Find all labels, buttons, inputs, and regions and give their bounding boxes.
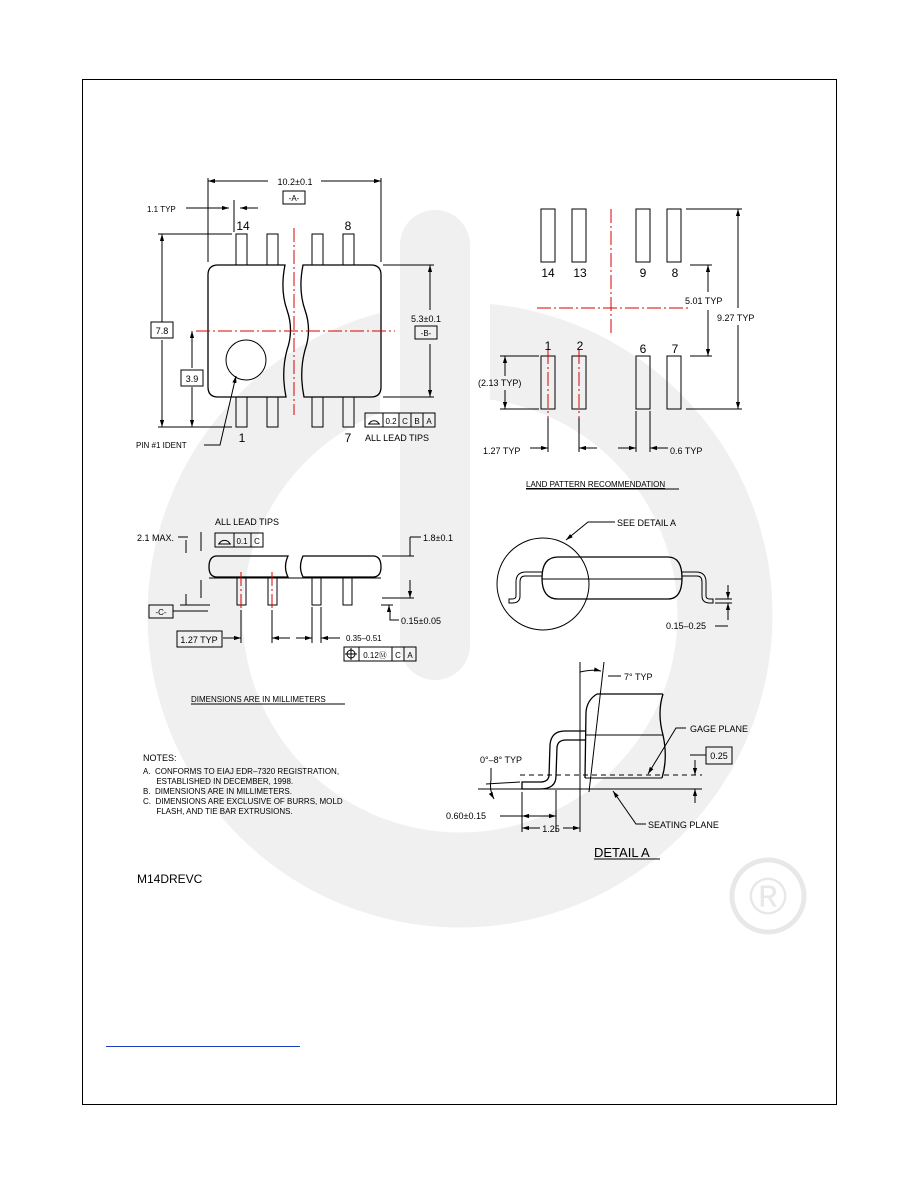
svg-text:0.35–0.51: 0.35–0.51 [346, 634, 382, 643]
svg-text:8: 8 [671, 266, 679, 280]
svg-text:0.60±0.15: 0.60±0.15 [446, 811, 486, 821]
svg-text:0.15±0.05: 0.15±0.05 [401, 616, 441, 626]
svg-text:PIN #1 IDENT: PIN #1 IDENT [136, 441, 187, 450]
svg-text:14: 14 [541, 266, 555, 280]
svg-text:14: 14 [236, 219, 250, 233]
svg-text:0.12Ⓜ: 0.12Ⓜ [363, 651, 387, 660]
svg-text:2: 2 [576, 339, 584, 353]
svg-text:ALL LEAD TIPS: ALL LEAD TIPS [215, 517, 280, 527]
svg-text:C. DIMENSIONS ARE EXCLUSIVE O: C. DIMENSIONS ARE EXCLUSIVE OF BURRS, MOLD [143, 797, 343, 806]
svg-text:0.25: 0.25 [710, 751, 728, 761]
svg-text:-A-: -A- [288, 194, 300, 203]
svg-text:0.1: 0.1 [236, 537, 248, 546]
svg-text:(2.13 TYP): (2.13 TYP) [478, 378, 522, 388]
registered-mark: ® [748, 868, 788, 926]
svg-text:DETAIL A: DETAIL A [594, 845, 650, 860]
svg-text:0.15–0.25: 0.15–0.25 [666, 621, 707, 631]
svg-text:7° TYP: 7° TYP [624, 672, 653, 682]
svg-text:0.6 TYP: 0.6 TYP [670, 446, 703, 456]
svg-text:NOTES:: NOTES: [143, 753, 177, 763]
svg-text:-C-: -C- [155, 608, 167, 617]
pin1-dot [226, 340, 266, 380]
svg-text:7: 7 [671, 342, 679, 356]
svg-text:7: 7 [344, 431, 352, 445]
svg-text:SEE DETAIL A: SEE DETAIL A [617, 518, 677, 528]
units-note: DIMENSIONS ARE IN MILLIMETERS [191, 695, 326, 704]
svg-text:A: A [407, 651, 413, 660]
svg-text:1.27 TYP: 1.27 TYP [483, 446, 521, 456]
svg-text:B: B [414, 417, 420, 426]
svg-text:1.1 TYP: 1.1 TYP [147, 205, 176, 214]
svg-text:8: 8 [344, 219, 352, 233]
svg-text:LAND PATTERN RECOMMENDATION: LAND PATTERN RECOMMENDATION [526, 480, 666, 489]
svg-text:B. DIMENSIONS ARE IN MILLIMET: B. DIMENSIONS ARE IN MILLIMETERS. [143, 787, 292, 796]
svg-text:13: 13 [573, 266, 587, 280]
svg-text:1: 1 [544, 339, 552, 353]
svg-text:3.9: 3.9 [185, 374, 199, 384]
svg-text:C: C [395, 651, 401, 660]
svg-text:ESTABLISHED IN DECEMBER, 1998.: ESTABLISHED IN DECEMBER, 1998. [143, 777, 294, 786]
svg-text:0°–8° TYP: 0°–8° TYP [480, 755, 523, 765]
svg-text:6: 6 [639, 342, 647, 356]
svg-text:9: 9 [639, 266, 647, 280]
svg-text:SEATING PLANE: SEATING PLANE [648, 820, 719, 830]
svg-text:2.1 MAX.: 2.1 MAX. [137, 533, 175, 543]
svg-text:1.27 TYP: 1.27 TYP [180, 635, 218, 645]
drawing-id: M14DREVC [137, 872, 203, 886]
svg-text:1.8±0.1: 1.8±0.1 [423, 533, 453, 543]
svg-text:7.8: 7.8 [155, 326, 169, 336]
svg-text:FLASH, AND TIE BAR EXTRUSIONS.: FLASH, AND TIE BAR EXTRUSIONS. [143, 807, 293, 816]
svg-text:10.2±0.1: 10.2±0.1 [277, 177, 313, 187]
svg-text:A: A [426, 417, 432, 426]
svg-text:A. CONFORMS TO EIAJ EDR–7320: A. CONFORMS TO EIAJ EDR–7320 REGISTRATION, [143, 767, 340, 776]
svg-text:C: C [254, 537, 260, 546]
svg-text:-B-: -B- [420, 329, 432, 338]
footer-link[interactable] [106, 1030, 300, 1047]
svg-text:5.01 TYP: 5.01 TYP [685, 296, 723, 306]
svg-text:1: 1 [238, 431, 246, 445]
svg-text:9.27 TYP: 9.27 TYP [717, 313, 755, 323]
svg-text:C: C [402, 417, 408, 426]
svg-text:0.2: 0.2 [385, 417, 397, 426]
svg-text:ALL LEAD TIPS: ALL LEAD TIPS [365, 433, 430, 443]
svg-text:5.3±0.1: 5.3±0.1 [411, 314, 441, 324]
svg-text:1.25: 1.25 [542, 824, 560, 834]
svg-text:GAGE PLANE: GAGE PLANE [690, 724, 749, 734]
